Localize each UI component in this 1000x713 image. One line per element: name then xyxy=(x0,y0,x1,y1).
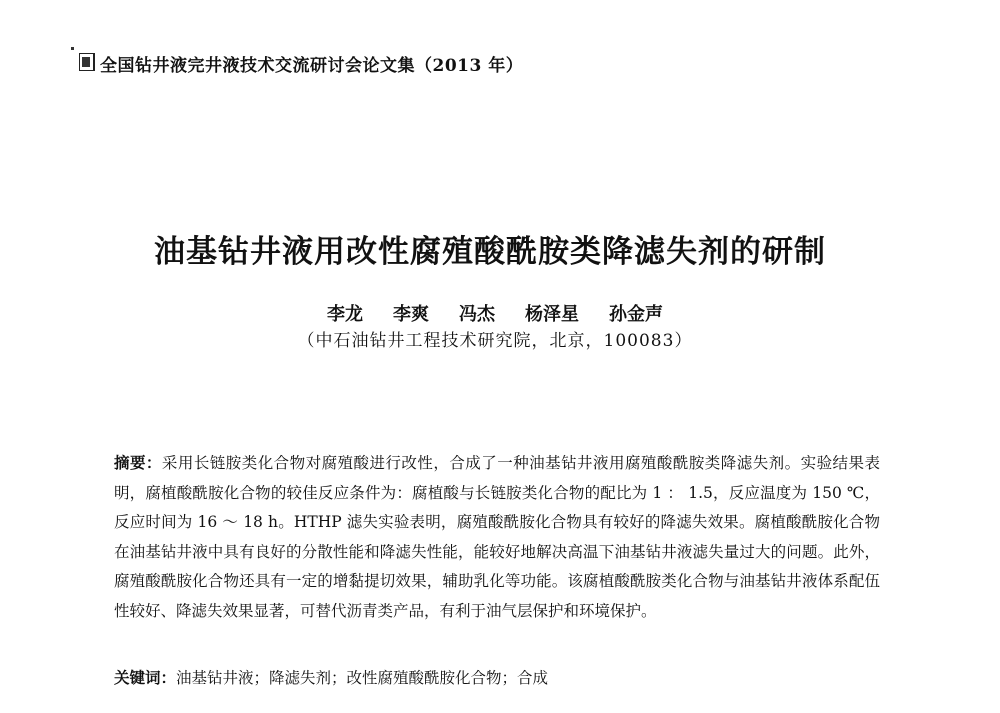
paper-title: 油基钻井液用改性腐殖酸酰胺类降滤失剂的研制 xyxy=(154,234,826,270)
author-name: 孙金声 xyxy=(609,304,663,325)
author-name: 冯杰 xyxy=(459,304,495,325)
affiliation: （中石油钻井工程技术研究院，北京，100083） xyxy=(297,331,693,351)
author-name: 杨泽星 xyxy=(525,304,579,325)
keywords xyxy=(114,666,880,690)
keywords-text: 油基钻井液；降滤失剂；改性腐殖酸酰胺化合物；合成 xyxy=(176,669,549,687)
page-tab-icon xyxy=(79,53,95,71)
author-name: 李龙 xyxy=(327,304,363,325)
author-list xyxy=(0,300,990,326)
author-name: 李爽 xyxy=(393,304,429,325)
header-mark-dot xyxy=(71,47,74,50)
running-header: 全国钻井液完井液技术交流研讨会论文集（2013 年） xyxy=(100,56,524,76)
keywords-label: 关键词： xyxy=(114,668,177,687)
abstract xyxy=(114,448,880,626)
abstract-label: 摘要： xyxy=(114,453,162,472)
abstract-text: 采用长链胺类化合物对腐殖酸进行改性，合成了一种油基钻井液用腐殖酸酰胺类降滤失剂。实验结果表明，腐植酸酰胺化合物的较佳反应条件为：腐植酸与长链胺类化合物的配比为 1 ： 1.5，反应温度为 150 ℃，反应时间为 16 ～ 18 h。HTHP 滤失实验表明，腐殖酸酰胺化合物具有较好的降滤失效果。腐植酸酰胺化合物在油基钻井液中具有良好的分散性能和降滤失性能，能较好地解决高温下油基钻井液滤失量过大的问题。此外，腐殖酸酰胺化合物还具有一定的增黏提切效果，辅助乳化等功能。该腐植酸酰胺类化合物与油基钻井液体系配伍性较好、降滤失效果显著，可替代沥青类产品，有利于油气层保护和环境保护。 xyxy=(114,454,880,620)
